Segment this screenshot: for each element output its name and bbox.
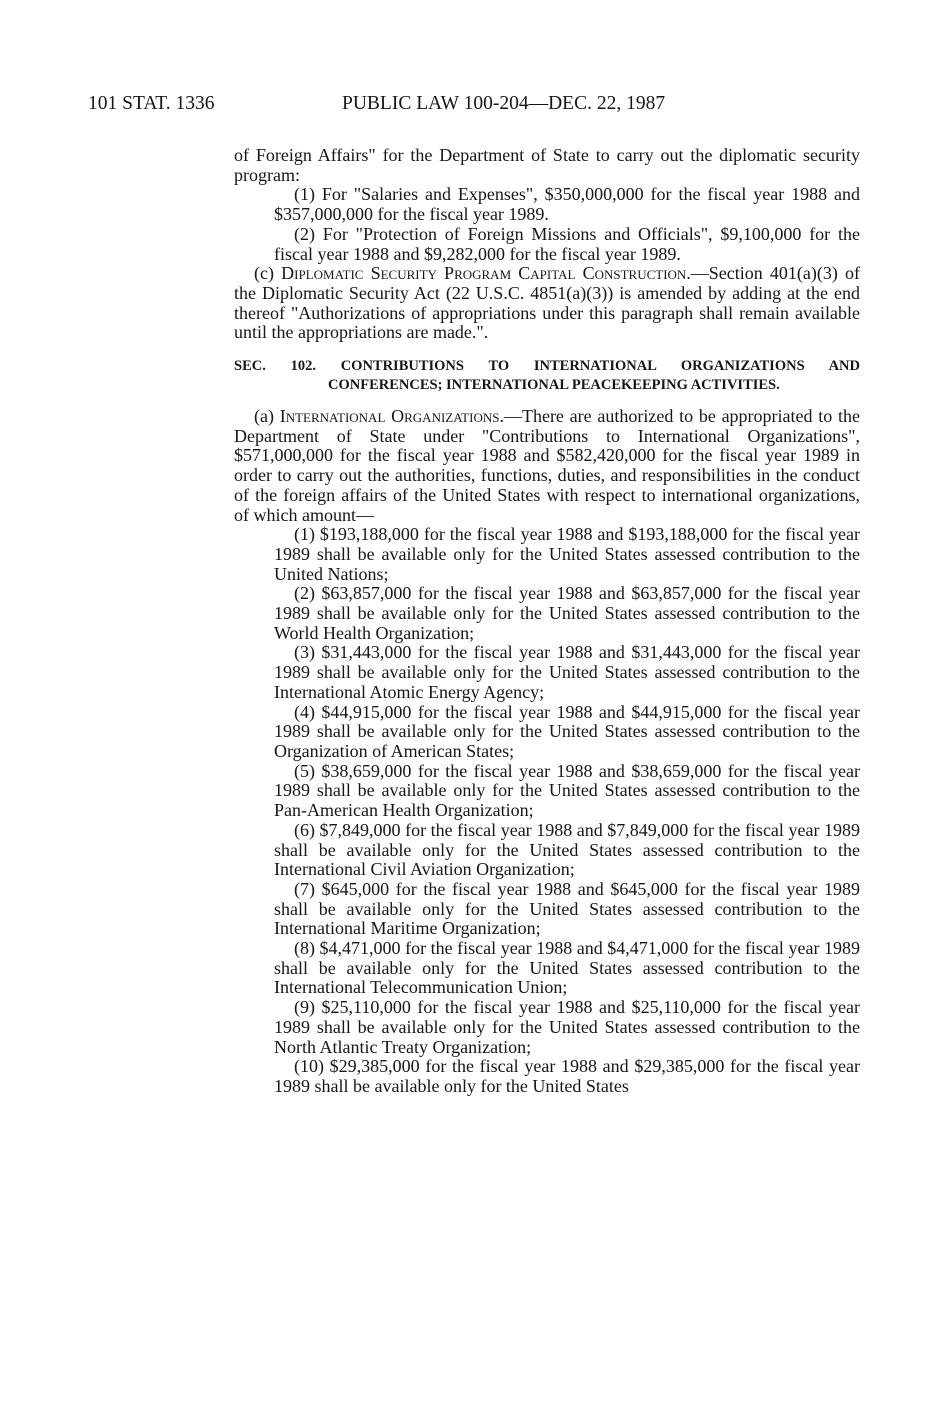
document-body [234, 146, 860, 1097]
subsection-label: (a) [254, 406, 274, 427]
section-heading-line1: SEC. 102. CONTRIBUTIONS TO INTERNATIONAL ORGANIZATIONS AND [234, 358, 860, 375]
section-heading [234, 357, 860, 395]
list-item: (9) $25,110,000 for the fiscal year 1988 and $25,110,000 for the fiscal year 1989 shall be available only for the United States assessed contribution to the North Atlantic Treaty Organization; [274, 997, 860, 1057]
subsection-heading: International Organizations. [279, 406, 504, 427]
list-item: (3) $31,443,000 for the fiscal year 1988 and $31,443,000 for the fiscal year 1989 shall be available only for the United States assessed contribution to the International Atomic Energy Agency; [274, 642, 860, 702]
list-item: (4) $44,915,000 for the fiscal year 1988 and $44,915,000 for the fiscal year 1989 shall be available only for the United States assessed contribution to the Organization of American States; [274, 701, 860, 761]
program-item: (1) For "Salaries and Expenses", $350,000,000 for the fiscal year 1988 and $357,000,000 for the fiscal year 1989. [274, 184, 860, 225]
list-item: (5) $38,659,000 for the fiscal year 1988 and $38,659,000 for the fiscal year 1989 shall be available only for the United States assessed contribution to the Pan-American Health Organization; [274, 760, 860, 821]
subsection-heading: Diplomatic Security Program Capital Construction. [281, 263, 691, 284]
program-item: (2) For "Protection of Foreign Missions and Officials", $9,100,000 for the fiscal year 1988 and $9,282,000 for the fiscal year 1989. [274, 223, 860, 264]
list-item: (2) $63,857,000 for the fiscal year 1988 and $63,857,000 for the fiscal year 1989 shall be available only for the United States assessed contribution to the World Health Organization; [274, 583, 860, 643]
subsection-label: (c) [254, 263, 274, 284]
subsection-a [234, 407, 860, 525]
section-heading-line2: CONFERENCES; INTERNATIONAL PEACEKEEPING ACTIVITIES. [328, 377, 780, 394]
intro-paragraph: of Foreign Affairs" for the Department of State to carry out the diplomatic security program: [234, 145, 860, 185]
list-item: (1) $193,188,000 for the fiscal year 1988 and $193,188,000 for the fiscal year 1989 shall be available only for the United States assessed contribution to the United Nations; [274, 524, 860, 584]
list-item: (6) $7,849,000 for the fiscal year 1988 and $7,849,000 for the fiscal year 1989 shall be available only for the United States assessed contribution to the International Civil Aviation Organization; [274, 819, 860, 880]
list-item: (8) $4,471,000 for the fiscal year 1988 and $4,471,000 for the fiscal year 1989 shall be available only for the United States assessed contribution to the International Telecommunication Union; [274, 938, 860, 998]
subsection-c [234, 264, 860, 343]
statute-citation: 101 STAT. 1336 [88, 93, 215, 114]
public-law-title: PUBLIC LAW 100-204—DEC. 22, 1987 [342, 93, 666, 114]
list-item: (10) $29,385,000 for the fiscal year 1988 and $29,385,000 for the fiscal year 1989 shall be available only for the United States [274, 1056, 860, 1096]
subsection-text: —Section 401(a)(3) of the Diplomatic Security Act (22 U.S.C. 4851(a)(3)) is amended by adding at the end thereof "Authorizations of appropriations under this paragraph shall remain available until the appropriations are made.". [234, 263, 861, 343]
list-item: (7) $645,000 for the fiscal year 1988 and $645,000 for the fiscal year 1989 shall be available only for the United States assessed contribution to the International Maritime Organization; [274, 878, 860, 939]
subsection-text: —There are authorized to be appropriated to the Department of State under "Contributions to International Organizations", $571,000,000 for the fiscal year 1988 and $582,420,000 for the fiscal year 1989 in order to carry out the authorities, functions, duties, and responsibilities in the conduct of the foreign affairs of the United States with respect to international organizations, of which amount— [234, 406, 860, 525]
